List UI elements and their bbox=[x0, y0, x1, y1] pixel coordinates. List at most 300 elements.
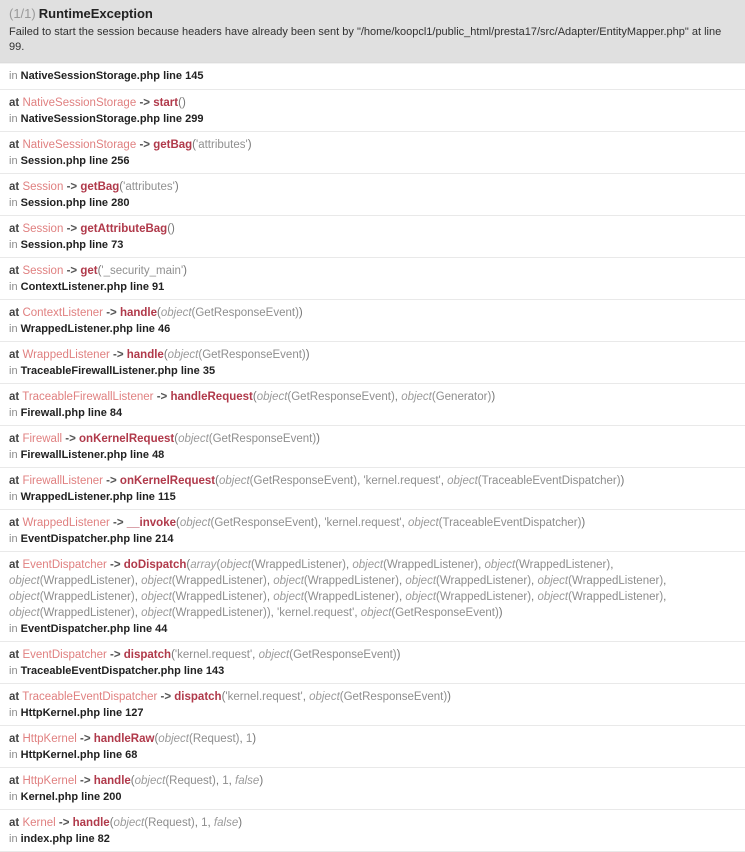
trace-line-number: 35 bbox=[202, 365, 216, 377]
trace-class-name: TraceableFirewallListener bbox=[22, 391, 154, 403]
trace-line-number: 91 bbox=[152, 281, 165, 293]
trace-line-keyword: line bbox=[133, 533, 153, 545]
trace-file-name: Kernel.php bbox=[20, 791, 79, 803]
trace-at-keyword: at bbox=[9, 97, 20, 109]
trace-class-name: WrappedListener bbox=[22, 517, 110, 529]
trace-class-name: NativeSessionStorage bbox=[22, 97, 137, 109]
trace-close-paren: ) bbox=[316, 433, 320, 445]
trace-class-name: HttpKernel bbox=[22, 733, 77, 745]
trace-arg-separator: , bbox=[401, 517, 408, 529]
trace-arg-value: (GetResponseEvent) bbox=[287, 391, 395, 403]
trace-arg-type: object bbox=[447, 475, 478, 487]
trace-close-paren: ) bbox=[298, 307, 303, 319]
trace-arrow: -> bbox=[66, 181, 78, 193]
trace-open-paren: ( bbox=[171, 649, 175, 661]
trace-row bbox=[0, 684, 745, 726]
trace-close-paren: ) bbox=[171, 223, 175, 235]
trace-file-line bbox=[9, 280, 736, 295]
trace-file-name: index.php bbox=[20, 833, 73, 845]
trace-arrow: -> bbox=[65, 433, 76, 445]
trace-arg-value: (WrappedListener) bbox=[39, 591, 135, 603]
trace-open-paren: ( bbox=[109, 817, 114, 829]
trace-arg-separator: , bbox=[302, 691, 310, 703]
trace-row bbox=[0, 384, 745, 426]
trace-method-name: onKernelRequest bbox=[119, 475, 216, 487]
trace-arg-separator: , bbox=[194, 817, 202, 829]
trace-arg-type: object bbox=[178, 433, 209, 445]
trace-arg-value: (WrappedListener)) bbox=[171, 607, 271, 619]
trace-close-paren: ) bbox=[259, 775, 264, 787]
trace-open-paren: ( bbox=[174, 433, 179, 445]
trace-arg-string: 'kernel.request' bbox=[225, 691, 303, 703]
trace-at-keyword: at bbox=[9, 733, 20, 745]
trace-line-number: 46 bbox=[157, 323, 171, 335]
trace-arg-separator: , bbox=[134, 575, 142, 587]
trace-file-name: ContextListener.php bbox=[20, 281, 127, 293]
trace-call-line bbox=[9, 95, 736, 111]
trace-open-paren: ( bbox=[178, 97, 182, 109]
trace-arg-type: object bbox=[352, 559, 384, 571]
trace-at-keyword: at bbox=[9, 649, 20, 661]
trace-arrow: -> bbox=[58, 817, 70, 829]
trace-line-keyword: line bbox=[89, 197, 109, 209]
trace-method-name: getBag bbox=[80, 181, 120, 193]
trace-row bbox=[0, 216, 745, 258]
trace-row bbox=[0, 642, 745, 684]
trace-arg-value: (WrappedListener) bbox=[250, 559, 346, 571]
trace-arg-separator: , bbox=[134, 591, 142, 603]
trace-line-keyword: line bbox=[135, 323, 155, 335]
trace-arrow: -> bbox=[106, 475, 117, 487]
trace-call-line bbox=[9, 773, 736, 789]
trace-arg-string: 'kernel.request' bbox=[277, 607, 355, 619]
trace-in-keyword: in bbox=[9, 665, 18, 677]
trace-line-number: 73 bbox=[111, 239, 124, 251]
trace-open-paren: ( bbox=[119, 181, 124, 193]
trace-line-number: 115 bbox=[157, 491, 176, 503]
trace-in-keyword: in bbox=[9, 281, 18, 293]
trace-row bbox=[0, 132, 745, 174]
trace-arg-separator: , bbox=[134, 607, 142, 619]
trace-arg-type: object bbox=[160, 307, 192, 319]
trace-at-keyword: at bbox=[9, 265, 20, 277]
trace-close-paren: ) bbox=[620, 475, 625, 487]
trace-row bbox=[0, 90, 745, 132]
trace-open-paren: ( bbox=[130, 775, 135, 787]
trace-row bbox=[0, 768, 745, 810]
trace-method-name: onKernelRequest bbox=[79, 433, 175, 445]
trace-method-name: getBag bbox=[153, 139, 193, 151]
trace-arg-separator: , bbox=[478, 559, 485, 571]
trace-call-line bbox=[9, 689, 736, 705]
trace-row bbox=[0, 810, 745, 852]
trace-arg-value: (WrappedListener) bbox=[171, 575, 267, 587]
trace-file-line bbox=[9, 112, 736, 127]
trace-arrow: -> bbox=[106, 307, 117, 319]
trace-method-name: handleRaw bbox=[93, 733, 155, 745]
trace-method-name: handle bbox=[119, 307, 157, 319]
trace-arg-value: (GetResponseEvent) bbox=[249, 475, 358, 487]
trace-close-paren: ) bbox=[247, 139, 252, 151]
trace-open-paren: ( bbox=[167, 223, 172, 235]
trace-file-name: NativeSessionStorage.php bbox=[20, 113, 160, 125]
trace-call-line bbox=[9, 647, 736, 663]
trace-close-paren: ) bbox=[238, 817, 243, 829]
trace-class-name: HttpKernel bbox=[22, 775, 77, 787]
trace-arg-separator: , bbox=[270, 607, 278, 619]
trace-file-line bbox=[9, 532, 736, 547]
trace-arg-separator: , bbox=[266, 591, 274, 603]
trace-method-name: handleRequest bbox=[170, 391, 253, 403]
trace-method-name: dispatch bbox=[174, 691, 222, 703]
trace-arg-type: object bbox=[273, 575, 304, 587]
trace-arg-value: (GetResponseEvent) bbox=[191, 307, 299, 319]
trace-arg-separator: , bbox=[228, 775, 236, 787]
trace-file-line bbox=[9, 154, 736, 169]
trace-file-line bbox=[9, 196, 736, 211]
trace-file-line bbox=[9, 406, 736, 421]
trace-at-keyword: at bbox=[9, 559, 20, 571]
trace-arg-type: object bbox=[113, 817, 145, 829]
trace-arg-separator: , bbox=[266, 575, 274, 587]
trace-open-paren: ( bbox=[163, 349, 168, 361]
trace-class-name: NativeSessionStorage bbox=[22, 139, 137, 151]
trace-arrow: -> bbox=[156, 391, 168, 403]
trace-in-keyword: in bbox=[9, 365, 18, 377]
trace-arg-value: (GetResponseEvent) bbox=[339, 691, 448, 703]
trace-call-line bbox=[9, 347, 736, 363]
trace-call-line bbox=[9, 431, 736, 447]
trace-line-keyword: line bbox=[81, 791, 101, 803]
trace-file-name: Firewall.php bbox=[20, 407, 85, 419]
exception-message: Failed to start the session because headers have already been sent by "/home/koopcl1/public_html/presta17/src/Adapter/EntityMapper.php" at line 99. bbox=[9, 26, 722, 53]
trace-close-paren: ) bbox=[396, 649, 401, 661]
trace-file-line bbox=[9, 748, 736, 763]
trace-file-name: WrappedListener.php bbox=[20, 491, 133, 503]
trace-class-name: WrappedListener bbox=[22, 349, 110, 361]
trace-method-name: dispatch bbox=[123, 649, 172, 661]
trace-line-number: 68 bbox=[125, 749, 138, 761]
trace-row bbox=[0, 726, 745, 768]
trace-arg-value: (WrappedListener) bbox=[436, 575, 532, 587]
trace-arg-value: (TraceableEventDispatcher) bbox=[477, 475, 621, 487]
trace-at-keyword: at bbox=[9, 139, 20, 151]
trace-line-number: 200 bbox=[103, 791, 122, 803]
trace-arg-string: 'kernel.request' bbox=[363, 475, 441, 487]
trace-class-name: Kernel bbox=[22, 817, 56, 829]
trace-method-name: doDispatch bbox=[123, 559, 187, 571]
trace-open-paren: ( bbox=[192, 139, 197, 151]
trace-at-keyword: at bbox=[9, 775, 20, 787]
trace-in-keyword: in bbox=[9, 707, 18, 719]
trace-arg-value: (WrappedListener) bbox=[436, 591, 532, 603]
trace-arg-value: ( bbox=[216, 559, 221, 571]
trace-arg-type: object bbox=[9, 591, 40, 603]
trace-call-line bbox=[9, 179, 736, 195]
trace-file-line bbox=[9, 448, 736, 463]
trace-row bbox=[0, 552, 745, 642]
trace-in-keyword: in bbox=[9, 323, 18, 335]
trace-call-line bbox=[9, 137, 736, 153]
trace-line-keyword: line bbox=[130, 449, 149, 461]
trace-row bbox=[0, 426, 745, 468]
trace-arg-type: object bbox=[141, 575, 172, 587]
trace-call-line bbox=[9, 515, 736, 531]
trace-arg-type: object bbox=[401, 391, 432, 403]
trace-open-paren: ( bbox=[97, 265, 102, 277]
trace-arg-type: object bbox=[141, 591, 172, 603]
trace-line-keyword: line bbox=[135, 491, 155, 503]
trace-line-keyword: line bbox=[103, 749, 123, 761]
trace-arrow: -> bbox=[66, 223, 78, 235]
trace-arg-value: (WrappedListener) bbox=[39, 607, 135, 619]
trace-arg-value: (GetResponseEvent) bbox=[210, 517, 318, 529]
trace-arg-type: object bbox=[134, 775, 166, 787]
trace-row bbox=[0, 510, 745, 552]
trace-arrow: -> bbox=[110, 559, 121, 571]
trace-arrow: -> bbox=[113, 349, 124, 361]
trace-arg-separator: , bbox=[215, 775, 223, 787]
trace-row bbox=[0, 63, 745, 90]
trace-arg-value: (WrappedListener) bbox=[303, 591, 399, 603]
trace-arg-string: 'kernel.request' bbox=[324, 517, 402, 529]
trace-open-paren: ( bbox=[157, 307, 161, 319]
trace-close-paren: ) bbox=[181, 97, 186, 109]
trace-arg-type: object bbox=[405, 575, 437, 587]
trace-arg-value: (Generator) bbox=[431, 391, 492, 403]
trace-open-paren: ( bbox=[186, 559, 191, 571]
trace-arg-type: object bbox=[167, 349, 199, 361]
trace-call-line bbox=[9, 815, 736, 831]
trace-file-name: EventDispatcher.php bbox=[20, 623, 131, 635]
trace-call-line bbox=[9, 473, 736, 489]
trace-arg-type: object bbox=[220, 559, 251, 571]
trace-arg-type: object bbox=[407, 517, 439, 529]
trace-method-name: get bbox=[80, 265, 98, 277]
trace-at-keyword: at bbox=[9, 433, 20, 445]
trace-at-keyword: at bbox=[9, 391, 20, 403]
trace-arg-value: (GetResponseEvent) bbox=[198, 349, 306, 361]
exception-class-name: RuntimeException bbox=[38, 6, 153, 21]
trace-arg-value: (WrappedListener) bbox=[303, 575, 399, 587]
trace-arg-value: (WrappedListener) bbox=[568, 591, 664, 603]
stack-trace-list bbox=[0, 63, 745, 852]
trace-in-keyword: in bbox=[9, 791, 18, 803]
trace-arg-type: object bbox=[9, 607, 40, 619]
trace-at-keyword: at bbox=[9, 223, 20, 235]
trace-line-keyword: line bbox=[103, 707, 123, 719]
trace-class-name: FirewallListener bbox=[22, 475, 103, 487]
trace-file-name: EventDispatcher.php bbox=[20, 533, 131, 545]
trace-arg-type: object bbox=[537, 591, 569, 603]
trace-line-keyword: line bbox=[89, 239, 109, 251]
trace-arg-separator: , bbox=[394, 391, 402, 403]
trace-line-number: 48 bbox=[152, 449, 165, 461]
trace-file-line bbox=[9, 364, 736, 379]
trace-arg-value: (Request) bbox=[144, 817, 195, 829]
trace-arg-separator: , bbox=[207, 817, 214, 829]
trace-close-paren: ) bbox=[447, 691, 451, 703]
trace-line-keyword: line bbox=[130, 281, 149, 293]
trace-arg-separator: , bbox=[357, 475, 364, 487]
trace-line-number: 143 bbox=[205, 665, 225, 677]
trace-in-keyword: in bbox=[9, 533, 18, 545]
trace-close-paren: ) bbox=[183, 265, 187, 277]
trace-arg-value: (GetResponseEvent) bbox=[208, 433, 317, 445]
trace-line-number: 44 bbox=[155, 623, 168, 635]
trace-class-name: Session bbox=[22, 223, 64, 235]
trace-method-name: handle bbox=[72, 817, 110, 829]
trace-arg-type: object bbox=[360, 607, 392, 619]
trace-open-paren: ( bbox=[221, 691, 226, 703]
trace-arg-string: 'kernel.request' bbox=[174, 649, 253, 661]
trace-arrow: -> bbox=[79, 733, 91, 745]
trace-call-line bbox=[9, 389, 736, 405]
trace-arg-separator: , bbox=[239, 733, 246, 745]
trace-row bbox=[0, 300, 745, 342]
trace-arg-string: 'attributes' bbox=[123, 181, 175, 193]
trace-arg-value: (WrappedListener) bbox=[568, 575, 664, 587]
trace-line-keyword: line bbox=[87, 407, 107, 419]
trace-arg-separator: , bbox=[663, 591, 667, 603]
trace-line-keyword: line bbox=[163, 70, 183, 82]
trace-row bbox=[0, 258, 745, 300]
trace-line-keyword: line bbox=[180, 365, 200, 377]
trace-file-line bbox=[9, 238, 736, 253]
trace-file-name: TraceableEventDispatcher.php bbox=[20, 665, 181, 677]
trace-in-keyword: in bbox=[9, 491, 18, 503]
trace-arg-string: '_security_main' bbox=[101, 265, 184, 277]
trace-in-keyword: in bbox=[9, 70, 18, 82]
trace-in-keyword: in bbox=[9, 155, 18, 167]
trace-close-paren: ) bbox=[305, 349, 310, 361]
trace-file-line bbox=[9, 664, 736, 679]
trace-at-keyword: at bbox=[9, 307, 20, 319]
trace-file-name: HttpKernel.php bbox=[20, 707, 101, 719]
trace-arrow: -> bbox=[160, 691, 172, 703]
trace-arg-separator: , bbox=[531, 591, 538, 603]
trace-in-keyword: in bbox=[9, 749, 18, 761]
trace-arg-type: object bbox=[484, 559, 516, 571]
trace-in-keyword: in bbox=[9, 197, 18, 209]
trace-close-paren: ) bbox=[581, 517, 586, 529]
trace-in-keyword: in bbox=[9, 113, 18, 125]
trace-class-name: Firewall bbox=[22, 433, 63, 445]
trace-arg-type: object bbox=[179, 517, 211, 529]
trace-arg-value: (WrappedListener) bbox=[171, 591, 267, 603]
trace-method-name: start bbox=[153, 97, 179, 109]
trace-at-keyword: at bbox=[9, 817, 20, 829]
trace-file-name: HttpKernel.php bbox=[20, 749, 101, 761]
trace-file-name: TraceableFirewallListener.php bbox=[20, 365, 178, 377]
trace-arg-number: 1 bbox=[245, 733, 253, 745]
trace-close-paren: ) bbox=[252, 733, 257, 745]
trace-line-number: 82 bbox=[97, 833, 110, 845]
trace-file-line bbox=[9, 490, 736, 505]
trace-arg-type: object bbox=[537, 575, 569, 587]
trace-file-line bbox=[9, 706, 736, 721]
trace-open-paren: ( bbox=[215, 475, 219, 487]
trace-line-keyword: line bbox=[163, 113, 183, 125]
trace-row bbox=[0, 468, 745, 510]
trace-close-paren: ) bbox=[174, 181, 179, 193]
trace-line-number: 214 bbox=[155, 533, 174, 545]
trace-in-keyword: in bbox=[9, 623, 18, 635]
trace-arg-separator: , bbox=[317, 517, 325, 529]
trace-arg-value: (GetResponseEvent) bbox=[391, 607, 499, 619]
trace-arrow: -> bbox=[139, 97, 150, 109]
trace-arg-separator: , bbox=[531, 575, 538, 587]
trace-in-keyword: in bbox=[9, 407, 18, 419]
trace-method-name: __invoke bbox=[126, 517, 176, 529]
exception-title bbox=[9, 5, 736, 22]
trace-arrow: -> bbox=[113, 517, 124, 529]
trace-arg-separator: , bbox=[663, 575, 667, 587]
trace-call-line bbox=[9, 557, 736, 621]
trace-call-line bbox=[9, 305, 736, 321]
trace-line-keyword: line bbox=[89, 155, 109, 167]
trace-arg-value: (WrappedListener) bbox=[515, 559, 611, 571]
trace-arg-type: object bbox=[9, 575, 40, 587]
trace-class-name: EventDispatcher bbox=[22, 559, 107, 571]
trace-at-keyword: at bbox=[9, 691, 20, 703]
trace-arg-type: object bbox=[256, 391, 288, 403]
trace-arg-type: object bbox=[258, 649, 290, 661]
trace-method-name: handle bbox=[126, 349, 164, 361]
trace-line-keyword: line bbox=[133, 623, 153, 635]
trace-close-paren: ) bbox=[491, 391, 496, 403]
trace-call-line bbox=[9, 263, 736, 279]
trace-open-paren: ( bbox=[176, 517, 180, 529]
trace-arrow: -> bbox=[79, 775, 91, 787]
trace-arg-type: object bbox=[141, 607, 172, 619]
trace-arg-separator: , bbox=[252, 649, 259, 661]
trace-arg-separator: , bbox=[398, 575, 406, 587]
trace-open-paren: ( bbox=[154, 733, 159, 745]
trace-arg-separator: , bbox=[398, 591, 406, 603]
trace-class-name: EventDispatcher bbox=[22, 649, 107, 661]
trace-arg-number: 1 bbox=[201, 817, 208, 829]
trace-arg-number: 1 bbox=[222, 775, 229, 787]
trace-in-keyword: in bbox=[9, 239, 18, 251]
trace-call-line bbox=[9, 221, 736, 237]
exception-counter: (1/1) bbox=[9, 6, 36, 21]
trace-line-number: 145 bbox=[185, 70, 204, 82]
trace-row bbox=[0, 174, 745, 216]
trace-open-paren: ( bbox=[252, 391, 257, 403]
trace-arg-separator: , bbox=[440, 475, 448, 487]
trace-file-line bbox=[9, 322, 736, 337]
trace-method-name: getAttributeBag bbox=[80, 223, 168, 235]
trace-file-line bbox=[9, 790, 736, 805]
trace-call-line bbox=[9, 731, 736, 747]
trace-at-keyword: at bbox=[9, 475, 20, 487]
trace-line-keyword: line bbox=[183, 665, 203, 677]
trace-class-name: Session bbox=[22, 265, 64, 277]
trace-line-number: 127 bbox=[125, 707, 144, 719]
trace-arg-separator: , bbox=[610, 559, 614, 571]
trace-arg-bool: false bbox=[213, 817, 239, 829]
trace-arg-value: (Request) bbox=[165, 775, 216, 787]
trace-arg-type: object bbox=[158, 733, 189, 745]
trace-file-name: FirewallListener.php bbox=[20, 449, 127, 461]
trace-arg-string: 'attributes' bbox=[196, 139, 248, 151]
trace-arg-value: (TraceableEventDispatcher) bbox=[438, 517, 582, 529]
trace-method-name: handle bbox=[93, 775, 131, 787]
trace-arg-separator: , bbox=[354, 607, 361, 619]
trace-class-name: TraceableEventDispatcher bbox=[22, 691, 158, 703]
trace-at-keyword: at bbox=[9, 517, 20, 529]
